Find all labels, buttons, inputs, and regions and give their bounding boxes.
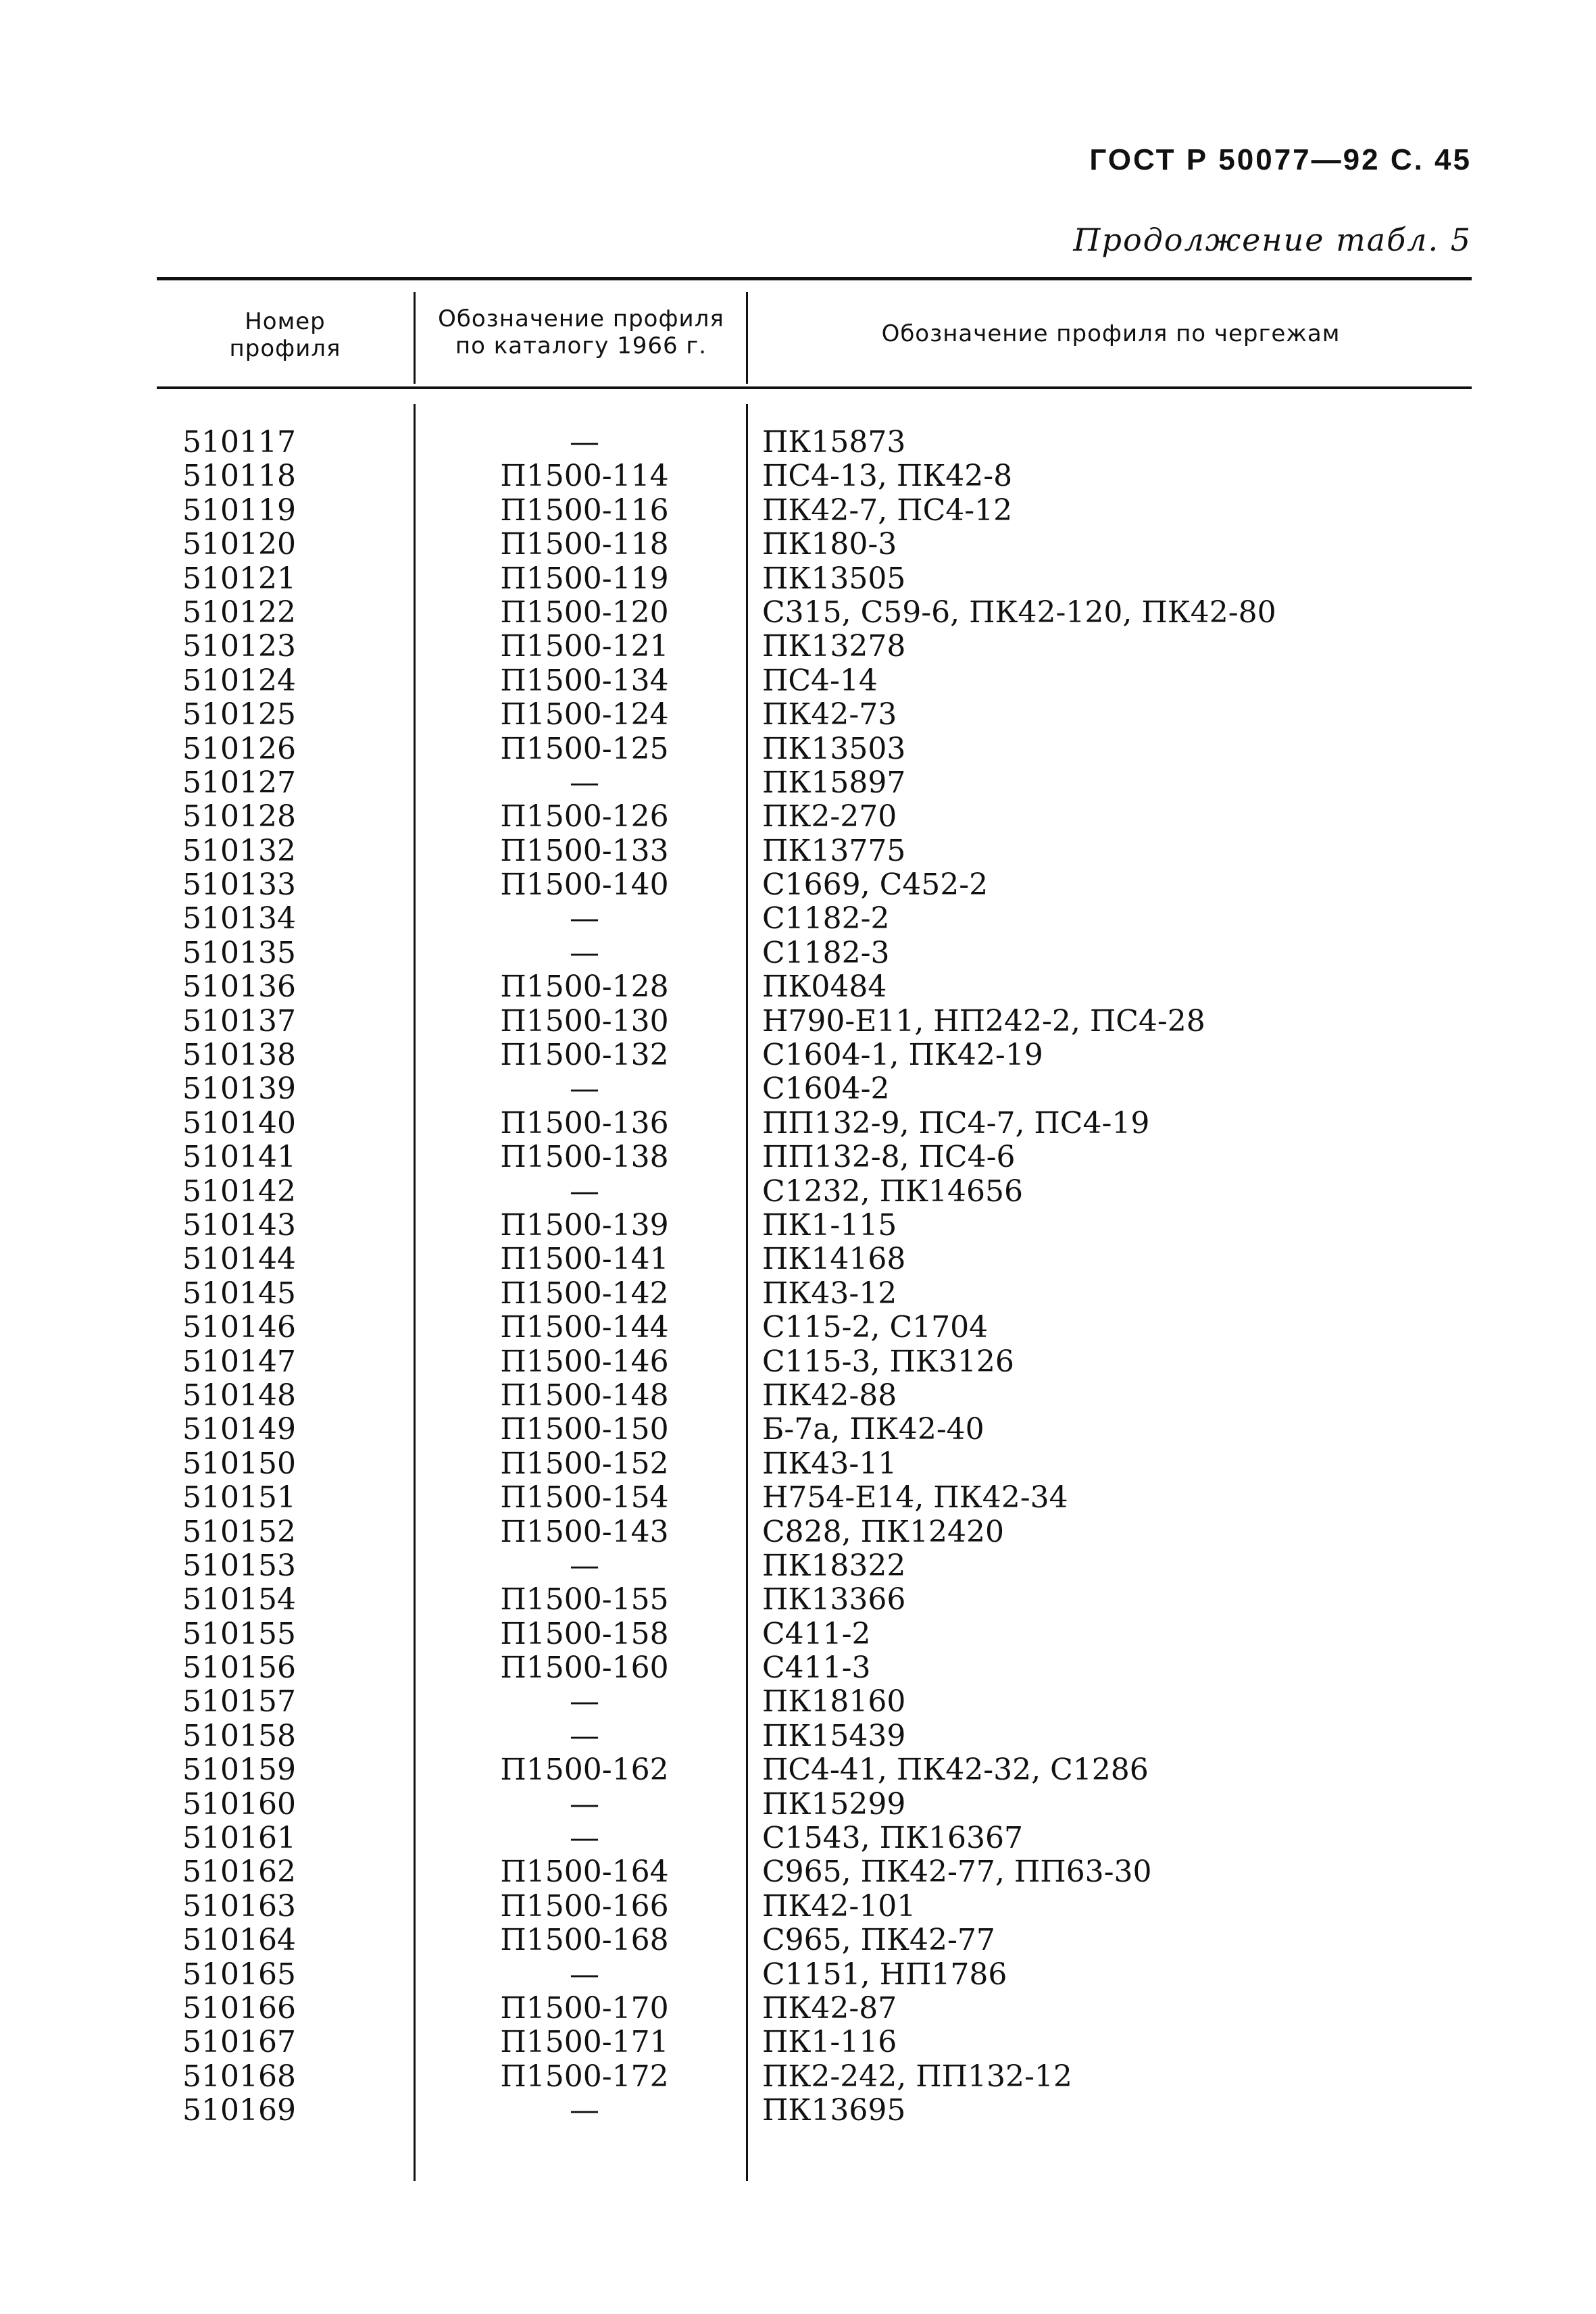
drawing-designation-cell: С115-2, С1704	[762, 1310, 989, 1345]
profile-number-cell: 510163	[182, 1888, 296, 1923]
table-row	[0, 664, 1596, 698]
drawing-designation-cell: С315, С59-6, ПК42-120, ПК42-80	[762, 595, 1276, 630]
table-row	[0, 1140, 1596, 1174]
drawing-designation-cell: С1182-2	[762, 901, 890, 936]
profile-number-cell: 510148	[182, 1378, 296, 1413]
catalog-designation-cell: П1500-144	[500, 1310, 669, 1345]
catalog-designation-cell: —	[570, 1957, 599, 1992]
table-row	[0, 936, 1596, 970]
profile-number-cell: 510125	[182, 697, 296, 732]
catalog-designation-cell: П1500-148	[500, 1378, 669, 1413]
drawing-designation-cell: ПК13278	[762, 629, 906, 664]
drawing-designation-cell: ПК43-11	[762, 1446, 897, 1481]
table-row	[0, 596, 1596, 630]
drawing-designation-cell: С411-2	[762, 1616, 871, 1651]
table-row	[0, 902, 1596, 936]
catalog-designation-cell: П1500-126	[500, 799, 669, 834]
table-row	[0, 868, 1596, 902]
drawing-designation-cell: Б-7а, ПК42-40	[762, 1412, 984, 1447]
drawing-designation-cell: ПК180-3	[762, 527, 897, 562]
drawing-designation-cell: ПК0484	[762, 970, 887, 1005]
profile-number-cell: 510133	[182, 867, 296, 903]
profile-number-cell: 510165	[182, 1957, 296, 1992]
table-row	[0, 834, 1596, 868]
drawing-designation-cell: ПК42-7, ПС4-12	[762, 493, 1013, 528]
catalog-designation-cell: П1500-133	[500, 833, 669, 868]
drawing-designation-cell: С1604-2	[762, 1072, 890, 1107]
table-row	[0, 1821, 1596, 1855]
profile-number-cell: 510118	[182, 459, 296, 494]
header-column-divider-2	[746, 292, 748, 384]
profile-number-cell: 510120	[182, 527, 296, 562]
catalog-designation-cell: —	[570, 1786, 599, 1821]
catalog-designation-cell: П1500-168	[500, 1923, 669, 1958]
table-row	[0, 732, 1596, 766]
catalog-designation-cell: П1500-166	[500, 1888, 669, 1923]
profile-number-cell: 510157	[182, 1684, 296, 1719]
profile-number-cell: 510162	[182, 1855, 296, 1890]
table-row	[0, 1958, 1596, 1992]
catalog-designation-cell: —	[570, 1072, 599, 1107]
drawing-designation-cell: Н754-Е14, ПК42-34	[762, 1480, 1068, 1515]
profile-number-cell: 510135	[182, 935, 296, 970]
catalog-designation-cell: П1500-150	[500, 1412, 669, 1447]
column-header-catalog-1966: Обозначение профиля по каталогу 1966 г.	[438, 305, 724, 359]
profile-number-cell: 510128	[182, 799, 296, 834]
drawing-designation-cell: ПК42-87	[762, 1990, 897, 2026]
table-row	[0, 1242, 1596, 1276]
drawing-designation-cell: С1543, ПК16367	[762, 1821, 1024, 1856]
profile-number-cell: 510136	[182, 970, 296, 1005]
drawing-designation-cell: ПК15439	[762, 1718, 906, 1753]
profile-number-cell: 510154	[182, 1582, 296, 1617]
table-row	[0, 528, 1596, 561]
table-row	[0, 1038, 1596, 1072]
catalog-designation-cell: П1500-120	[500, 595, 669, 630]
catalog-designation-cell: П1500-170	[500, 1990, 669, 2026]
catalog-designation-cell: —	[570, 1548, 599, 1583]
catalog-designation-cell: —	[570, 2093, 599, 2128]
profile-number-cell: 510164	[182, 1923, 296, 1958]
table-row	[0, 1651, 1596, 1685]
profile-number-cell: 510155	[182, 1616, 296, 1651]
profile-number-cell: 510144	[182, 1242, 296, 1277]
table-row	[0, 1788, 1596, 1821]
drawing-designation-cell: ПК13505	[762, 561, 906, 596]
table-row	[0, 1107, 1596, 1140]
catalog-designation-cell: П1500-121	[500, 629, 669, 664]
table-row	[0, 1005, 1596, 1038]
drawing-designation-cell: С965, ПК42-77, ПП63-30	[762, 1855, 1152, 1890]
drawing-designation-cell: Н790-Е11, НП242-2, ПС4-28	[762, 1003, 1205, 1038]
catalog-designation-cell: П1500-143	[500, 1514, 669, 1549]
table-row	[0, 1855, 1596, 1889]
drawing-designation-cell: ПК42-101	[762, 1888, 916, 1923]
drawing-designation-cell: ПК42-88	[762, 1378, 897, 1413]
drawing-designation-cell: С1151, НП1786	[762, 1957, 1007, 1992]
table-row	[0, 1923, 1596, 1957]
catalog-designation-cell: П1500-142	[500, 1276, 669, 1311]
drawing-designation-cell: ПК15873	[762, 425, 906, 459]
profile-number-cell: 510147	[182, 1344, 296, 1379]
profile-number-cell: 510156	[182, 1651, 296, 1686]
drawing-designation-cell: ПК14168	[762, 1242, 906, 1277]
drawing-designation-cell: ПК13695	[762, 2093, 906, 2128]
drawing-designation-cell: ПК18322	[762, 1548, 906, 1583]
table-row	[0, 970, 1596, 1004]
table-row	[0, 1175, 1596, 1209]
table-row	[0, 1481, 1596, 1515]
drawing-designation-cell: ПК2-242, ПП132-12	[762, 2059, 1072, 2094]
table-row	[0, 766, 1596, 800]
drawing-designation-cell: ПК13503	[762, 731, 906, 766]
table-row	[0, 1890, 1596, 1923]
profile-number-cell: 510149	[182, 1412, 296, 1447]
catalog-designation-cell: П1500-119	[500, 561, 669, 596]
drawing-designation-cell: С965, ПК42-77	[762, 1923, 995, 1958]
catalog-designation-cell: —	[570, 425, 599, 459]
drawing-designation-cell: С115-3, ПК3126	[762, 1344, 1014, 1379]
profile-number-cell: 510151	[182, 1480, 296, 1515]
catalog-designation-cell: П1500-114	[500, 459, 669, 494]
catalog-designation-cell: П1500-141	[500, 1242, 669, 1277]
profile-number-cell: 510140	[182, 1105, 296, 1140]
catalog-designation-cell: —	[570, 1718, 599, 1753]
catalog-designation-cell: П1500-172	[500, 2059, 669, 2094]
profile-number-cell: 510161	[182, 1821, 296, 1856]
table-row	[0, 1992, 1596, 2026]
profile-number-cell: 510145	[182, 1276, 296, 1311]
profile-number-cell: 510122	[182, 595, 296, 630]
catalog-designation-cell: П1500-132	[500, 1038, 669, 1073]
profile-number-cell: 510121	[182, 561, 296, 596]
drawing-designation-cell: ПК15299	[762, 1786, 906, 1821]
drawing-designation-cell: ПС4-41, ПК42-32, С1286	[762, 1753, 1149, 1788]
catalog-designation-cell: —	[570, 901, 599, 936]
catalog-designation-cell: П1500-146	[500, 1344, 669, 1379]
document-header: ГОСТ Р 50077—92 С. 45	[1089, 143, 1472, 176]
table-caption: Продолжение табл. 5	[1073, 222, 1472, 258]
drawing-designation-cell: ПК43-12	[762, 1276, 897, 1311]
catalog-designation-cell: П1500-139	[500, 1207, 669, 1242]
drawing-designation-cell: ПС4-14	[762, 663, 878, 698]
header-column-divider-1	[414, 292, 416, 384]
table-row	[0, 1277, 1596, 1311]
catalog-designation-cell: П1500-160	[500, 1651, 669, 1686]
drawing-designation-cell: С828, ПК12420	[762, 1514, 1005, 1549]
catalog-designation-cell: —	[570, 1174, 599, 1209]
table-row	[0, 1072, 1596, 1106]
column-header-drawing-designation: Обозначение профиля по чергежам	[881, 320, 1341, 347]
profile-number-cell: 510150	[182, 1446, 296, 1481]
table-row	[0, 426, 1596, 459]
profile-number-cell: 510123	[182, 629, 296, 664]
table-row	[0, 1583, 1596, 1617]
profile-number-cell: 510134	[182, 901, 296, 936]
catalog-designation-cell: П1500-136	[500, 1105, 669, 1140]
drawing-designation-cell: ПК18160	[762, 1684, 906, 1719]
catalog-designation-cell: П1500-125	[500, 731, 669, 766]
profile-number-cell: 510168	[182, 2059, 296, 2094]
catalog-designation-cell: П1500-171	[500, 2025, 669, 2060]
drawing-designation-cell: ПК13775	[762, 833, 906, 868]
profile-number-cell: 510119	[182, 493, 296, 528]
table-row	[0, 1311, 1596, 1344]
table-row	[0, 1345, 1596, 1379]
catalog-designation-cell: П1500-140	[500, 867, 669, 903]
drawing-designation-cell: ПП132-8, ПС4-6	[762, 1140, 1016, 1175]
drawing-designation-cell: ПК2-270	[762, 799, 897, 834]
profile-number-cell: 510138	[182, 1038, 296, 1073]
profile-number-cell: 510132	[182, 833, 296, 868]
profile-number-cell: 510124	[182, 663, 296, 698]
table-row	[0, 1617, 1596, 1651]
catalog-designation-cell: П1500-162	[500, 1753, 669, 1788]
profile-number-cell: 510143	[182, 1207, 296, 1242]
drawing-designation-cell: ПК1-115	[762, 1207, 897, 1242]
catalog-designation-cell: П1500-138	[500, 1140, 669, 1175]
catalog-designation-cell: П1500-128	[500, 970, 669, 1005]
profile-number-cell: 510169	[182, 2093, 296, 2128]
catalog-designation-cell: П1500-134	[500, 663, 669, 698]
profile-number-cell: 510146	[182, 1310, 296, 1345]
catalog-designation-cell: П1500-154	[500, 1480, 669, 1515]
profile-number-cell: 510160	[182, 1786, 296, 1821]
table-row	[0, 1379, 1596, 1413]
table-top-rule	[157, 277, 1472, 280]
table-row	[0, 698, 1596, 732]
table-row	[0, 1685, 1596, 1719]
profile-number-cell: 510167	[182, 2025, 296, 2060]
profile-number-cell: 510139	[182, 1072, 296, 1107]
catalog-designation-cell: П1500-155	[500, 1582, 669, 1617]
profile-number-cell: 510159	[182, 1753, 296, 1788]
catalog-designation-cell: П1500-116	[500, 493, 669, 528]
catalog-designation-cell: П1500-152	[500, 1446, 669, 1481]
table-row	[0, 2094, 1596, 2128]
table-row	[0, 494, 1596, 528]
table-row	[0, 630, 1596, 663]
profile-number-cell: 510126	[182, 731, 296, 766]
table-header-rule	[157, 386, 1472, 389]
drawing-designation-cell: С1182-3	[762, 935, 890, 970]
profile-number-cell: 510142	[182, 1174, 296, 1209]
profile-number-cell: 510166	[182, 1990, 296, 2026]
table-row	[0, 1209, 1596, 1242]
drawing-designation-cell: ПС4-13, ПК42-8	[762, 459, 1013, 494]
drawing-designation-cell: ПК13366	[762, 1582, 906, 1617]
drawing-designation-cell: С1669, С452-2	[762, 867, 989, 903]
table-row	[0, 1549, 1596, 1583]
drawing-designation-cell: ПК1-116	[762, 2025, 897, 2060]
table-row	[0, 459, 1596, 493]
table-row	[0, 1447, 1596, 1481]
drawing-designation-cell: С1604-1, ПК42-19	[762, 1038, 1043, 1073]
catalog-designation-cell: П1500-164	[500, 1855, 669, 1890]
table-body	[0, 426, 1596, 2128]
profile-number-cell: 510158	[182, 1718, 296, 1753]
profile-number-cell: 510152	[182, 1514, 296, 1549]
table-row	[0, 2026, 1596, 2059]
table-row	[0, 1515, 1596, 1549]
catalog-designation-cell: —	[570, 1821, 599, 1856]
profile-number-cell: 510153	[182, 1548, 296, 1583]
table-row	[0, 2060, 1596, 2094]
table-row	[0, 562, 1596, 596]
catalog-designation-cell: —	[570, 765, 599, 800]
catalog-designation-cell: П1500-124	[500, 697, 669, 732]
catalog-designation-cell: П1500-118	[500, 527, 669, 562]
catalog-designation-cell: П1500-130	[500, 1003, 669, 1038]
profile-number-cell: 510137	[182, 1003, 296, 1038]
profile-number-cell: 510127	[182, 765, 296, 800]
profile-number-cell: 510117	[182, 425, 296, 459]
catalog-designation-cell: —	[570, 935, 599, 970]
catalog-designation-cell: —	[570, 1684, 599, 1719]
drawing-designation-cell: ПП132-9, ПС4-7, ПС4-19	[762, 1105, 1150, 1140]
table-row	[0, 800, 1596, 834]
drawing-designation-cell: С411-3	[762, 1651, 871, 1686]
profile-number-cell: 510141	[182, 1140, 296, 1175]
table-row	[0, 1753, 1596, 1787]
table-row	[0, 1413, 1596, 1447]
drawing-designation-cell: ПК15897	[762, 765, 906, 800]
drawing-designation-cell: ПК42-73	[762, 697, 897, 732]
catalog-designation-cell: П1500-158	[500, 1616, 669, 1651]
table-row	[0, 1719, 1596, 1753]
column-header-profile-number: Номер профиля	[229, 308, 341, 362]
drawing-designation-cell: С1232, ПК14656	[762, 1174, 1024, 1209]
